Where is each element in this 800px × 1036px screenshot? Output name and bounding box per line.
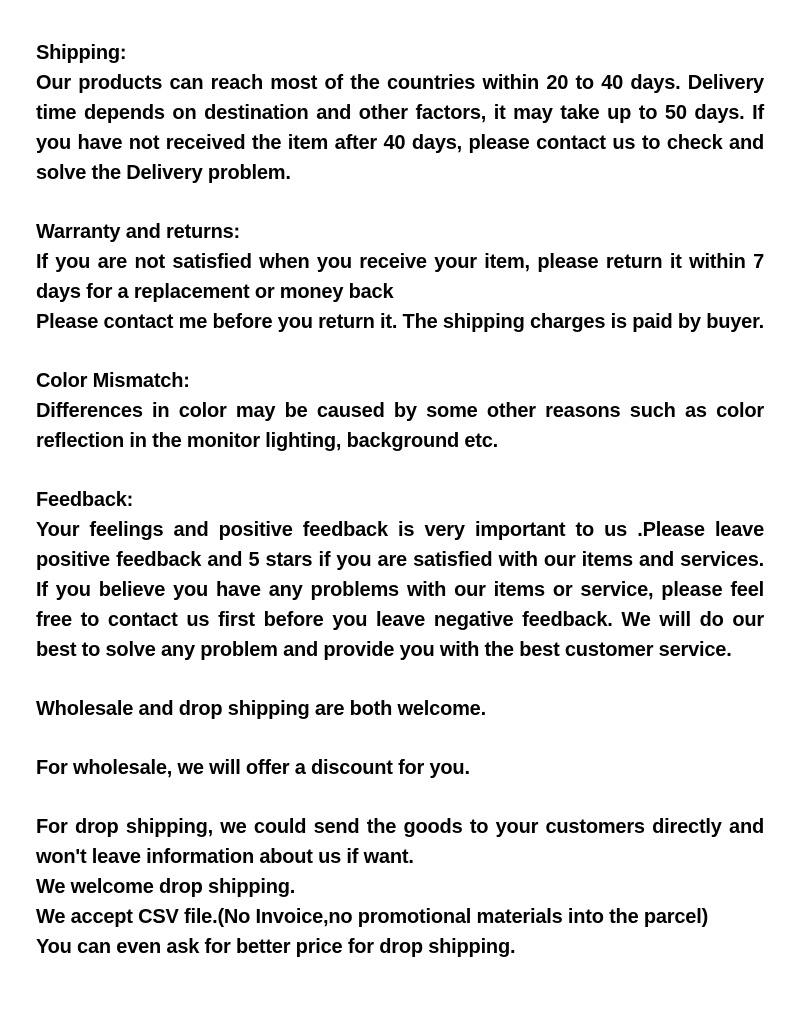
paragraph-drop-shipping-3: We accept CSV file.(No Invoice,no promotional materials into the parcel) [36,906,709,928]
section-drop-shipping [36,812,764,962]
paragraph-wholesale-discount: For wholesale, we will offer a discount for you. [36,757,470,779]
paragraph-warranty-1: If you are not satisfied when you receive your item, please return it within 7 days for a replacement or money back [36,251,764,303]
section-wholesale-discount [36,753,764,783]
paragraph-shipping-1: Our products can reach most of the countries within 20 to 40 days. Delivery time depends on destination and other factors, it may take up to 50 days. If you have not received the item after 40 days, please contact us to check and solve the Delivery problem. [36,72,764,184]
paragraph-wholesale-welcome: Wholesale and drop shipping are both welcome. [36,698,486,720]
section-heading-shipping: Shipping: [36,42,127,64]
section-wholesale-welcome [36,694,764,724]
section-heading-color-mismatch: Color Mismatch: [36,370,190,392]
section-heading-warranty: Warranty and returns: [36,221,240,243]
paragraph-drop-shipping-1: For drop shipping, we could send the goods to your customers directly and won't leave information about us if want. [36,816,764,868]
paragraph-color-mismatch-1: Differences in color may be caused by some other reasons such as color reflection in the monitor lighting, background etc. [36,400,764,452]
section-feedback [36,485,764,665]
section-color-mismatch [36,366,764,456]
paragraph-drop-shipping-2: We welcome drop shipping. [36,876,296,898]
section-warranty [36,217,764,337]
section-heading-feedback: Feedback: [36,489,134,511]
section-shipping [36,38,764,188]
paragraph-drop-shipping-4: You can even ask for better price for drop shipping. [36,936,516,958]
paragraph-warranty-2: Please contact me before you return it. The shipping charges is paid by buyer. [36,311,764,333]
paragraph-feedback-1: Your feelings and positive feedback is very important to us .Please leave positive feedback and 5 stars if you are satisfied with our items and services. If you believe you have any problems with our items or service, please feel free to contact us first before you leave negative feedback. We will do our best to solve any problem and provide you with the best customer service. [36,519,764,661]
